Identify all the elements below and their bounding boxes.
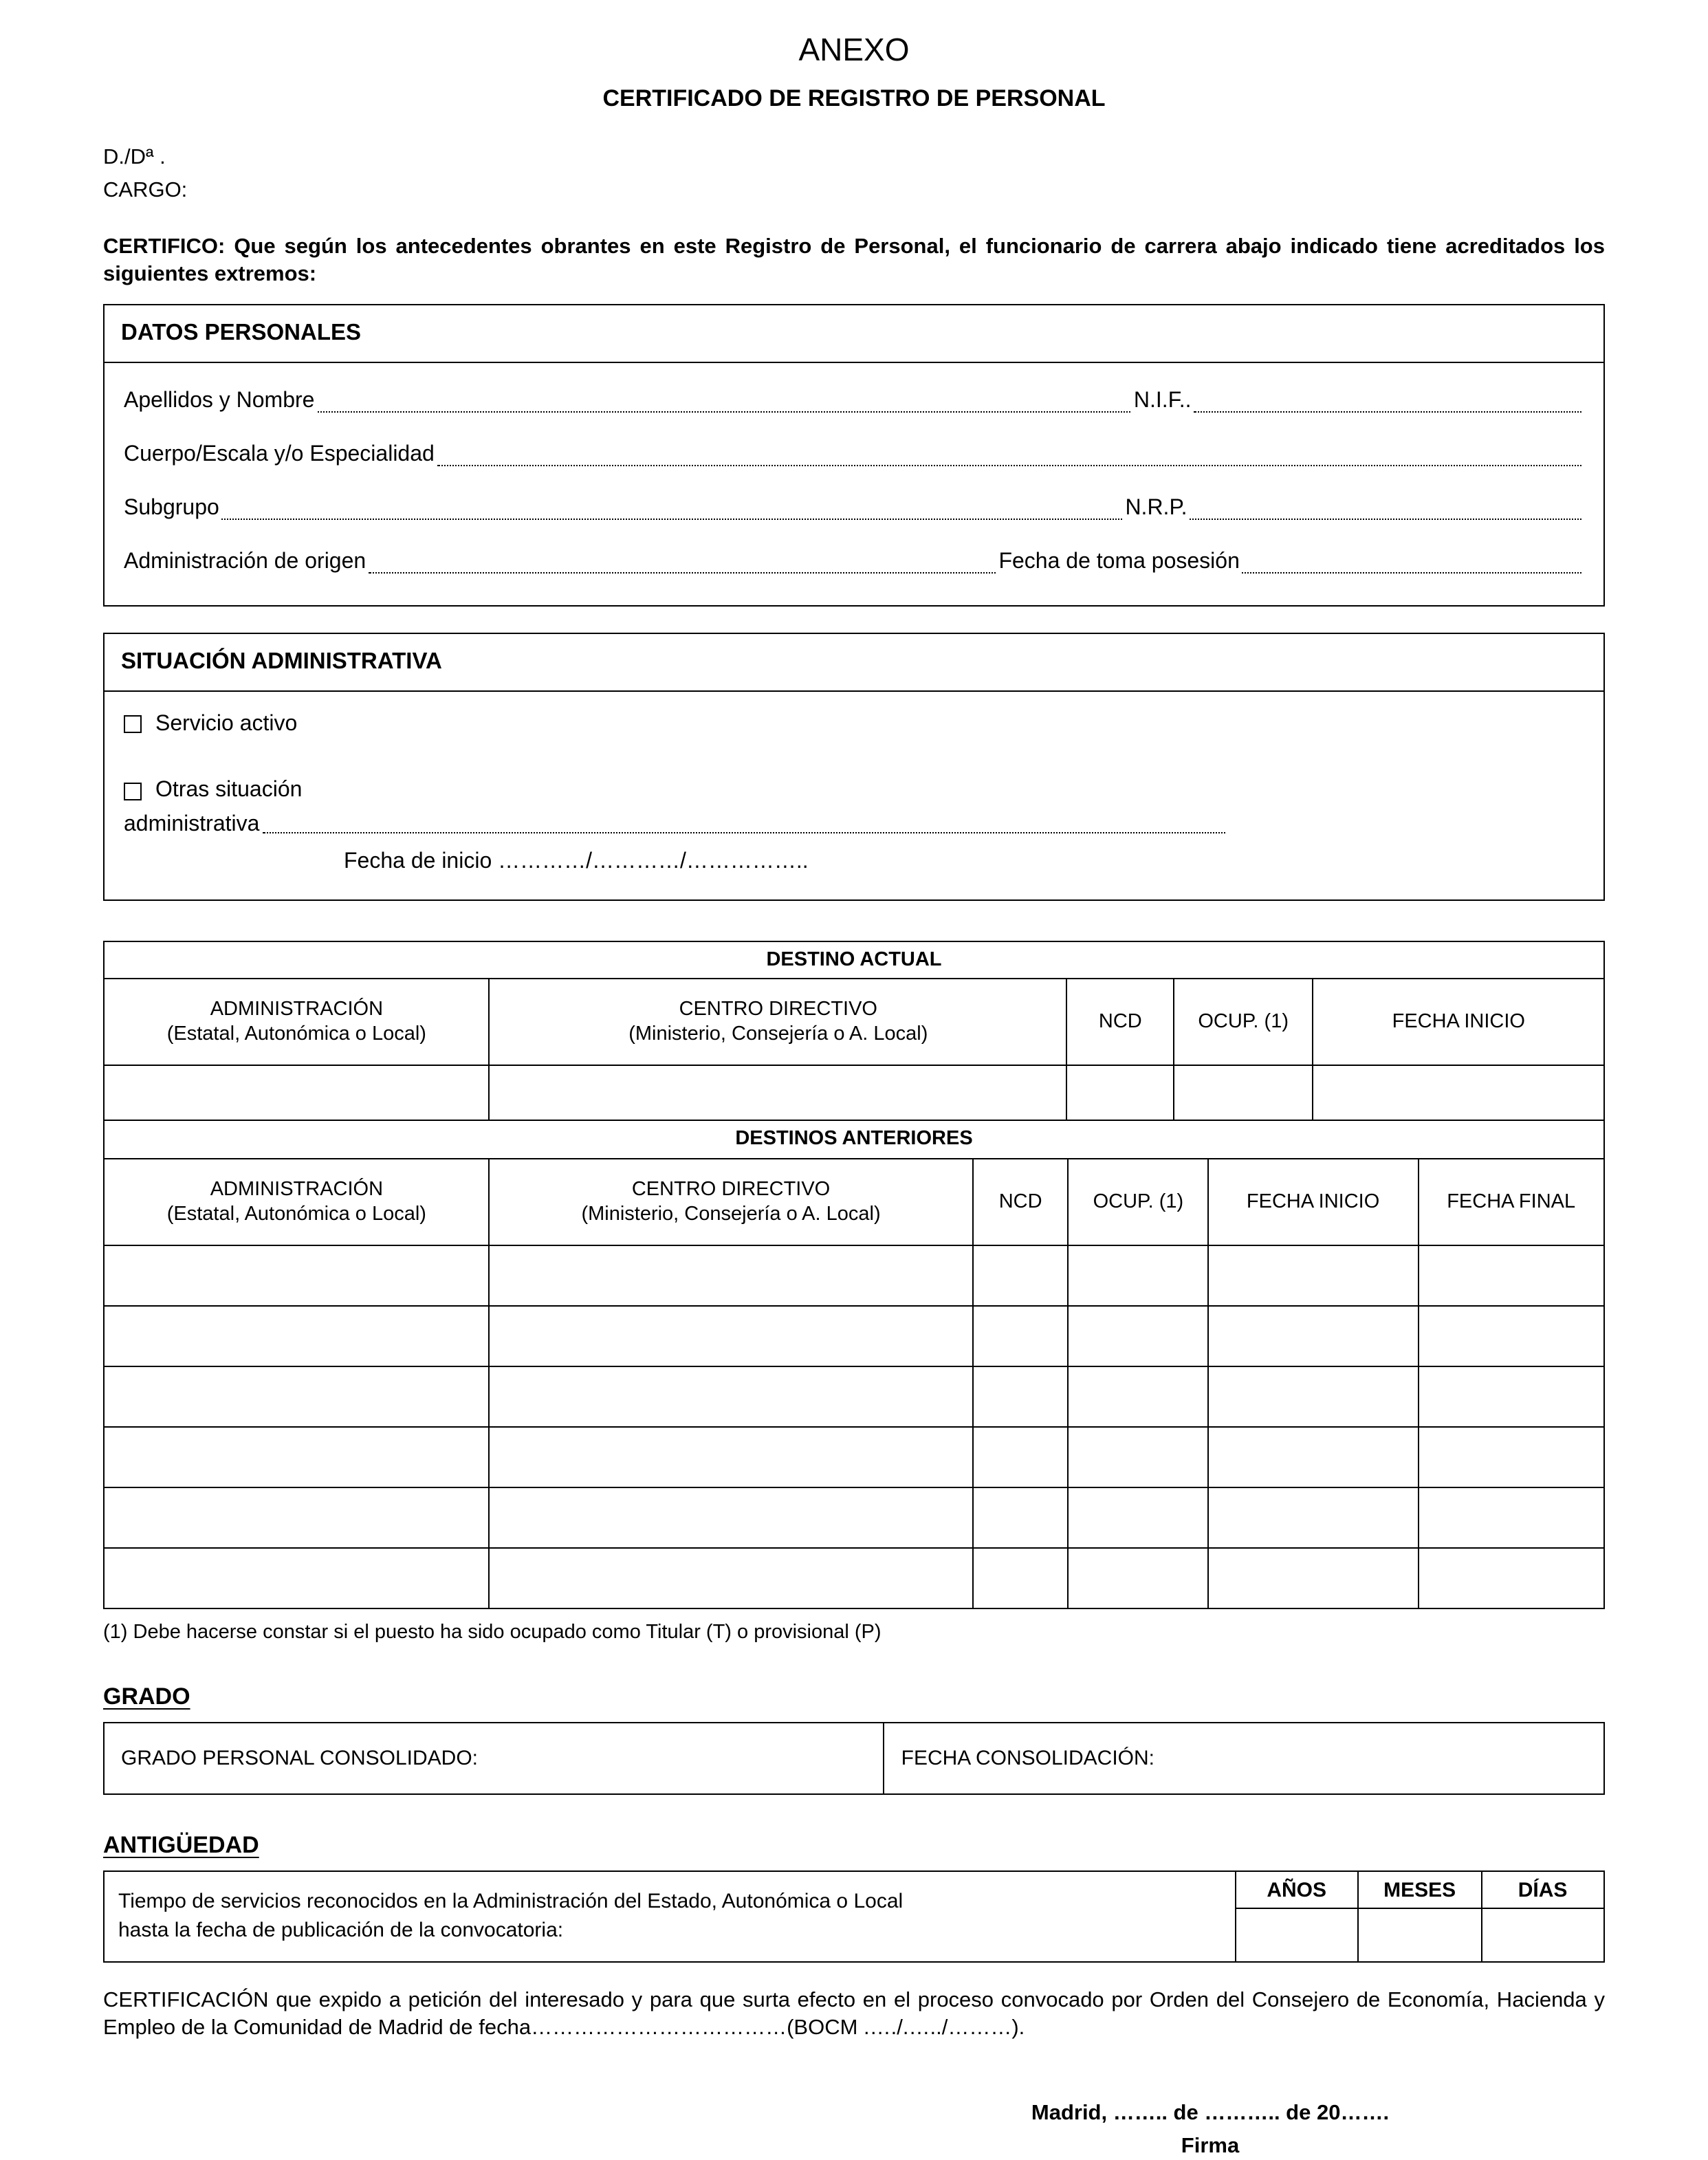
field-cuerpo-escala — [124, 438, 1584, 471]
empty-cell — [1069, 1245, 1208, 1306]
page-title: ANEXO — [798, 32, 910, 67]
empty-cell — [1418, 1245, 1604, 1306]
empty-cell — [1069, 1548, 1208, 1608]
empty-cell — [490, 1487, 973, 1548]
apellidos-nombre-label: Apellidos y Nombre — [124, 389, 315, 413]
col-header-ocup: OCUP. (1) — [1174, 979, 1313, 1066]
field-apellidos-nif — [124, 384, 1584, 417]
field-subgrupo-nrp — [124, 492, 1584, 525]
situacion-administrativa-section — [103, 632, 1605, 900]
col-header-fecha-inicio: FECHA INICIO — [1208, 1159, 1418, 1246]
empty-cell — [1069, 1366, 1208, 1427]
destino-actual-title: DESTINO ACTUAL — [104, 941, 1604, 979]
signature-block — [921, 2100, 1499, 2160]
empty-cell — [1067, 1066, 1174, 1121]
fecha-posesion-label: Fecha de toma posesión — [998, 549, 1240, 574]
destinos-anteriores-title: DESTINOS ANTERIORES — [104, 1121, 1604, 1159]
administrativa-row — [124, 811, 1584, 839]
fill-line — [1194, 398, 1581, 412]
empty-cell — [104, 1487, 490, 1548]
datos-personales-section — [103, 303, 1605, 606]
empty-cell — [490, 1245, 973, 1306]
fill-line — [1242, 559, 1581, 573]
empty-cell — [1208, 1306, 1418, 1366]
grado-table — [103, 1723, 1605, 1796]
admin-origen-label: Administración de origen — [124, 549, 366, 574]
fecha-inicio-line: Fecha de inicio …………/…………/…………….. — [344, 850, 809, 874]
antiguedad-heading: ANTIGÜEDAD — [103, 1832, 259, 1859]
col-header-anos: AÑOS — [1235, 1871, 1358, 1908]
certifico-paragraph: CERTIFICO: Que según los antecedentes obrantes en este Registro de Personal, el funcionario de carrera abajo indicado tiene acreditados los siguientes extremos: — [103, 234, 1605, 286]
servicio-activo-label: Servicio activo — [155, 712, 298, 736]
addressee-line: D./Dª . — [103, 146, 166, 170]
destinos-anteriores-header-row — [104, 1159, 1604, 1246]
empty-cell — [1418, 1366, 1604, 1427]
tiempo-servicios-description: Tiempo de servicios reconocidos en la Administración del Estado, Autonómica o Local hasta la fecha de publicación de la convocatoria: — [104, 1871, 1235, 1962]
otras-situacion-checkbox[interactable] — [124, 783, 142, 800]
certificacion-paragraph: CERTIFICACIÓN que expido a petición del interesado y para que surta efecto en el proceso convocado por Orden del Consejero de Economía, Hacienda y Empleo de la Comunidad de Madrid de fecha………………………………(BOCM .…./.…../………). — [103, 1989, 1605, 2040]
empty-cell — [490, 1366, 973, 1427]
empty-cell — [1069, 1427, 1208, 1487]
administrativa-label: administrativa — [124, 812, 260, 836]
empty-cell — [1174, 1066, 1313, 1121]
fill-line — [369, 559, 996, 573]
field-admin-origen-fecha — [124, 545, 1584, 578]
table-row — [104, 1548, 1604, 1608]
col-header-centro-directivo: CENTRO DIRECTIVO (Ministerio, Consejería o A. Local) — [490, 1159, 973, 1246]
destino-actual-header-row — [104, 979, 1604, 1066]
datos-personales-title: DATOS PERSONALES — [105, 305, 1603, 362]
firma-label: Firma — [1181, 2134, 1240, 2158]
col-header-administracion: ADMINISTRACIÓN (Estatal, Autonómica o Local) — [104, 1159, 490, 1246]
fill-line — [262, 820, 1225, 833]
fill-line — [437, 452, 1581, 466]
empty-cell — [1069, 1487, 1208, 1548]
destino-actual-empty-row — [104, 1066, 1604, 1121]
table-row — [104, 1366, 1604, 1427]
empty-cell — [1208, 1427, 1418, 1487]
col-header-dias: DÍAS — [1481, 1871, 1604, 1908]
empty-cell — [104, 1306, 490, 1366]
empty-cell — [972, 1366, 1069, 1427]
madrid-date-line: Madrid, …….. de ……….. de 20……. — [1031, 2101, 1390, 2125]
empty-cell — [104, 1427, 490, 1487]
cargo-line: CARGO: — [103, 179, 188, 203]
empty-cell — [972, 1245, 1069, 1306]
empty-cell — [972, 1548, 1069, 1608]
nrp-label: N.R.P. — [1125, 496, 1187, 520]
empty-cell — [1208, 1245, 1418, 1306]
empty-cell — [1358, 1908, 1481, 1962]
servicio-activo-checkbox[interactable] — [124, 716, 142, 734]
empty-cell — [104, 1548, 490, 1608]
empty-cell — [1235, 1908, 1358, 1962]
empty-cell — [490, 1306, 973, 1366]
empty-cell — [104, 1366, 490, 1427]
ocup-footnote: (1) Debe hacerse constar si el puesto ha sido ocupado como Titular (T) o provisional (P) — [103, 1622, 882, 1644]
col-header-centro-directivo: CENTRO DIRECTIVO (Ministerio, Consejería o A. Local) — [490, 979, 1067, 1066]
empty-cell — [490, 1427, 973, 1487]
grado-personal-consolidado-cell: GRADO PERSONAL CONSOLIDADO: — [104, 1723, 884, 1795]
empty-cell — [1208, 1366, 1418, 1427]
cuerpo-escala-label: Cuerpo/Escala y/o Especialidad — [124, 442, 435, 466]
fill-line — [1190, 505, 1581, 519]
empty-cell — [104, 1245, 490, 1306]
col-header-administracion: ADMINISTRACIÓN (Estatal, Autonómica o Local) — [104, 979, 490, 1066]
otras-situacion-label: Otras situación — [155, 778, 303, 803]
empty-cell — [1418, 1548, 1604, 1608]
fecha-consolidacion-cell: FECHA CONSOLIDACIÓN: — [884, 1723, 1604, 1795]
empty-cell — [490, 1066, 1067, 1121]
table-row — [104, 1487, 1604, 1548]
table-row — [104, 1427, 1604, 1487]
empty-cell — [972, 1427, 1069, 1487]
empty-cell — [104, 1066, 490, 1121]
empty-cell — [1208, 1487, 1418, 1548]
table-row — [104, 1245, 1604, 1306]
fill-line — [317, 398, 1130, 412]
empty-cell — [972, 1487, 1069, 1548]
col-header-ncd: NCD — [1067, 979, 1174, 1066]
col-header-ocup: OCUP. (1) — [1069, 1159, 1208, 1246]
servicio-activo-row — [124, 710, 1584, 739]
empty-cell — [1481, 1908, 1604, 1962]
destino-actual-table — [103, 940, 1605, 1122]
page-subtitle: CERTIFICADO DE REGISTRO DE PERSONAL — [602, 85, 1106, 112]
empty-cell — [1418, 1427, 1604, 1487]
empty-cell — [1418, 1306, 1604, 1366]
nif-label: N.I.F.. — [1133, 389, 1192, 413]
grado-heading: GRADO — [103, 1683, 190, 1710]
col-header-fecha-inicio: FECHA INICIO — [1313, 979, 1604, 1066]
empty-cell — [1313, 1066, 1604, 1121]
empty-cell — [972, 1306, 1069, 1366]
empty-cell — [1208, 1548, 1418, 1608]
col-header-fecha-final: FECHA FINAL — [1418, 1159, 1604, 1246]
otras-situacion-row — [124, 777, 1584, 805]
table-row — [104, 1306, 1604, 1366]
col-header-ncd: NCD — [972, 1159, 1069, 1246]
subgrupo-label: Subgrupo — [124, 496, 219, 520]
col-header-meses: MESES — [1358, 1871, 1481, 1908]
empty-cell — [1418, 1487, 1604, 1548]
fill-line — [222, 505, 1123, 519]
empty-cell — [490, 1548, 973, 1608]
situacion-title: SITUACIÓN ADMINISTRATIVA — [105, 633, 1603, 691]
antiguedad-table — [103, 1870, 1605, 1963]
destinos-anteriores-table — [103, 1120, 1605, 1610]
empty-cell — [1069, 1306, 1208, 1366]
